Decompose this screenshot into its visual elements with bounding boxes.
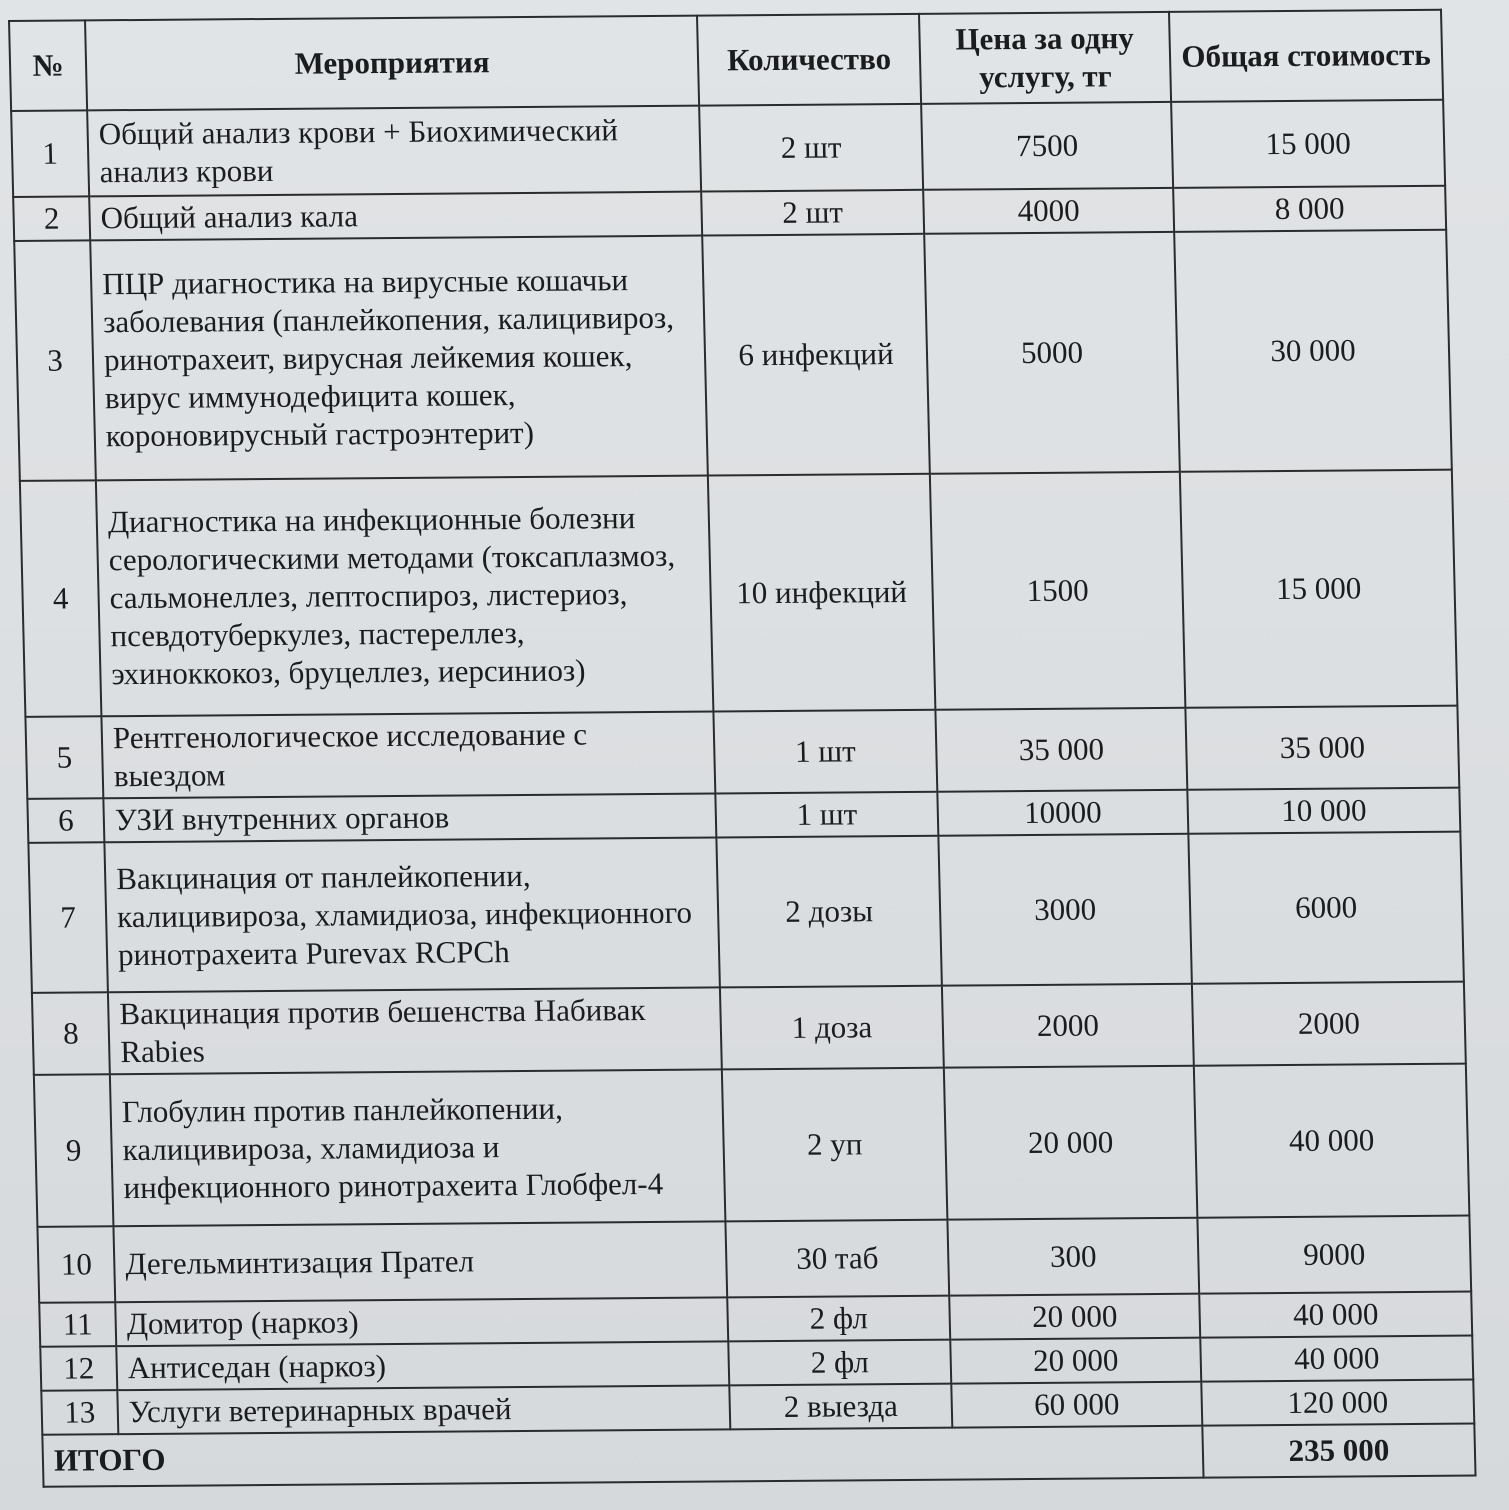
- grand-total: 235 000: [1202, 1424, 1475, 1478]
- total-label: ИТОГО: [42, 1426, 1203, 1487]
- row-qty: 2 шт: [699, 104, 923, 192]
- row-price: 10000: [937, 790, 1188, 836]
- row-num: 1: [11, 110, 89, 197]
- row-num: 6: [27, 798, 104, 843]
- row-total: 40 000: [1199, 1292, 1472, 1338]
- row-price: 7500: [921, 102, 1173, 190]
- row-qty: 1 шт: [713, 710, 937, 794]
- row-name: Рентгенологическое исследование с выездом: [101, 711, 715, 798]
- row-price: 5000: [924, 232, 1180, 474]
- row-qty: 10 инфекций: [708, 474, 936, 712]
- row-total: 15 000: [1180, 470, 1458, 708]
- row-name: Вакцинация от панлейкопении, калицивироза, хламидиоза, инфекционного ринотрахеита Purevax RCPCh: [104, 837, 720, 992]
- table-row: [20, 470, 1458, 717]
- table-row: [28, 832, 1463, 993]
- row-total: 9000: [1197, 1216, 1471, 1294]
- table-row: [25, 706, 1459, 799]
- row-price: 1500: [930, 472, 1186, 710]
- row-num: 11: [39, 1302, 116, 1347]
- row-qty: 2 выезда: [729, 1384, 952, 1430]
- row-num: 4: [20, 480, 102, 717]
- row-price: 2000: [942, 984, 1194, 1068]
- row-num: 8: [32, 992, 110, 1075]
- row-name: Дегельминтизация Прател: [113, 1221, 727, 1302]
- row-qty: 1 доза: [720, 986, 944, 1070]
- row-qty: 2 фл: [727, 1296, 950, 1342]
- row-name: УЗИ внутренних органов: [103, 793, 716, 842]
- row-name: Общий анализ кала: [89, 192, 702, 241]
- row-qty: 1 шт: [715, 792, 938, 838]
- row-qty: 2 фл: [728, 1340, 951, 1386]
- row-total: 6000: [1188, 832, 1464, 984]
- row-qty: 2 уп: [722, 1068, 948, 1222]
- row-num: 10: [37, 1226, 115, 1303]
- row-num: 5: [25, 716, 103, 799]
- row-total: 120 000: [1201, 1380, 1474, 1426]
- row-num: 7: [28, 842, 108, 993]
- row-total: 35 000: [1185, 706, 1459, 790]
- row-total: 15 000: [1171, 100, 1445, 188]
- row-price: 300: [947, 1218, 1199, 1296]
- row-name: ПЦР диагностика на вирусные кошачьи заболевания (панлейкопения, калицивироз, ринотрахеит, вирусная лейкемия кошек, вирус иммунодефицита кошек, короновирусный гастроэнтерит): [90, 236, 708, 481]
- row-price: 60 000: [951, 1382, 1202, 1428]
- row-total: 30 000: [1174, 230, 1452, 472]
- table-row: [34, 1064, 1470, 1227]
- row-total: 40 000: [1194, 1064, 1470, 1218]
- row-name: Домитор (наркоз): [115, 1297, 728, 1346]
- row-total: 8 000: [1173, 186, 1446, 232]
- table-row: [32, 982, 1466, 1075]
- row-qty: 30 таб: [725, 1220, 949, 1298]
- header-num: №: [9, 20, 87, 111]
- row-total: 2000: [1192, 982, 1466, 1066]
- cost-table: [8, 9, 1477, 1488]
- header-total: Общая стоимость: [1169, 10, 1443, 102]
- header-price: Цена за одну услугу, тг: [919, 12, 1171, 104]
- row-name: Вакцинация против бешенства Набивак Rabies: [108, 987, 722, 1074]
- table-row: [37, 1216, 1471, 1303]
- row-price: 4000: [923, 188, 1174, 234]
- row-num: 9: [34, 1074, 114, 1227]
- row-name: Диагностика на инфекционные болезни серологическими методами (токсаплазмоз, сальмонеллез, лептоспироз, листериоз, псевдотуберкулез, пастереллез, эхиноккокоз, бруцеллез, иерсиниоз): [96, 476, 714, 717]
- total-row: [42, 1424, 1475, 1487]
- row-name: Услуги ветеринарных врачей: [117, 1385, 730, 1434]
- row-name: Глобулин против панлейкопении, калицивироза, хламидиоза и инфекционного ринотрахеита Глобфел-4: [110, 1069, 726, 1226]
- row-price: 3000: [938, 834, 1192, 986]
- row-price: 35 000: [935, 708, 1187, 792]
- header-name: Мероприятия: [85, 16, 699, 111]
- table-row: [14, 230, 1452, 481]
- row-qty: 2 шт: [701, 190, 924, 236]
- row-price: 20 000: [950, 1338, 1201, 1384]
- row-num: 3: [14, 240, 96, 481]
- row-qty: 2 дозы: [716, 836, 942, 988]
- row-name: Антиседан (наркоз): [116, 1341, 729, 1390]
- row-num: 13: [41, 1390, 118, 1435]
- row-price: 20 000: [944, 1066, 1198, 1220]
- row-num: 2: [13, 196, 90, 241]
- header-row: [9, 10, 1443, 111]
- row-total: 10 000: [1187, 788, 1460, 834]
- row-num: 12: [40, 1346, 117, 1391]
- row-total: 40 000: [1200, 1336, 1473, 1382]
- row-name: Общий анализ крови + Биохимический анализ крови: [87, 106, 701, 197]
- header-qty: Количество: [697, 14, 921, 106]
- row-qty: 6 инфекций: [702, 234, 930, 476]
- table-row: [11, 100, 1445, 197]
- row-price: 20 000: [949, 1294, 1200, 1340]
